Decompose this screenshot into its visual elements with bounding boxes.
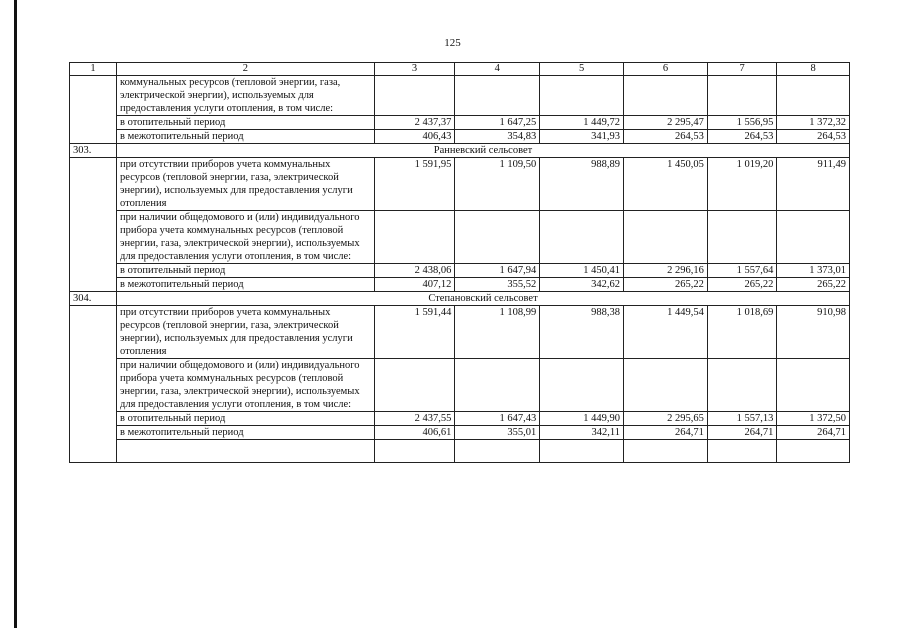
row-description: при наличии общедомового и (или) индивидуального прибора учета коммунальных ресурсов (тепловой энергии, газа, электрической энергии), используемых для предоставления услуги отопления, в том числе: xyxy=(117,211,375,264)
col-header: 6 xyxy=(624,63,708,76)
cell-value: 406,43 xyxy=(374,130,455,144)
cell-value: 354,83 xyxy=(455,130,540,144)
row-description: при наличии общедомового и (или) индивидуального прибора учета коммунальных ресурсов (тепловой энергии, газа, электрической энергии), используемых для предоставления услуги отопления, в том числе: xyxy=(117,359,375,412)
row-label: в межотопительный период xyxy=(117,426,375,440)
col-header: 2 xyxy=(117,63,375,76)
section-number: 303. xyxy=(70,144,117,158)
cell-value: 355,01 xyxy=(455,426,540,440)
cell-value: 406,61 xyxy=(374,426,455,440)
col-header: 7 xyxy=(707,63,777,76)
table-row xyxy=(70,359,850,412)
cell-value: 2 296,16 xyxy=(624,264,708,278)
cell-value: 264,53 xyxy=(707,130,777,144)
cell-value: 2 437,37 xyxy=(374,116,455,130)
section-name: Ранневский сельсовет xyxy=(117,144,850,158)
cell-value: 264,53 xyxy=(777,130,850,144)
row-label: в отопительный период xyxy=(117,412,375,426)
cell-value: 355,52 xyxy=(455,278,540,292)
cell-value: 1 591,95 xyxy=(374,158,455,211)
section-number: 304. xyxy=(70,292,117,306)
table-row xyxy=(70,116,850,130)
col-header: 5 xyxy=(540,63,624,76)
col-header: 3 xyxy=(374,63,455,76)
section-header-row xyxy=(70,292,850,306)
cell-value: 2 437,55 xyxy=(374,412,455,426)
col-header: 8 xyxy=(777,63,850,76)
cell-value: 342,11 xyxy=(540,426,624,440)
cell-value: 264,71 xyxy=(777,426,850,440)
cell-value: 988,38 xyxy=(540,306,624,359)
cell-value: 1 556,95 xyxy=(707,116,777,130)
table-row xyxy=(70,130,850,144)
row-label: в отопительный период xyxy=(117,264,375,278)
table-row xyxy=(70,426,850,440)
cell-value: 1 108,99 xyxy=(455,306,540,359)
row-label: в отопительный период xyxy=(117,116,375,130)
table-row xyxy=(70,76,850,116)
cell-value: 1 449,90 xyxy=(540,412,624,426)
cell-value: 2 295,65 xyxy=(624,412,708,426)
cell-value: 1 449,72 xyxy=(540,116,624,130)
cell-value: 1 019,20 xyxy=(707,158,777,211)
tariff-table xyxy=(69,62,850,463)
cell-value: 1 557,13 xyxy=(707,412,777,426)
blank-row xyxy=(70,440,850,463)
cell-value: 988,89 xyxy=(540,158,624,211)
cell-value: 341,93 xyxy=(540,130,624,144)
cell-value: 264,53 xyxy=(624,130,708,144)
page-number: 125 xyxy=(444,37,461,49)
cell-value: 265,22 xyxy=(624,278,708,292)
section-header-row xyxy=(70,144,850,158)
cell-value: 1 557,64 xyxy=(707,264,777,278)
cell-value: 265,22 xyxy=(707,278,777,292)
table-row xyxy=(70,264,850,278)
table-row xyxy=(70,306,850,359)
section-name: Степановский сельсовет xyxy=(117,292,850,306)
cell-value: 264,71 xyxy=(624,426,708,440)
cell-value: 1 450,05 xyxy=(624,158,708,211)
row-description: при отсутствии приборов учета коммунальных ресурсов (тепловой энергии, газа, электрической энергии), используемых для предоставления услуги отопления xyxy=(117,306,375,359)
cell-value: 2 438,06 xyxy=(374,264,455,278)
col-header: 4 xyxy=(455,63,540,76)
cell-value: 911,49 xyxy=(777,158,850,211)
cell-value: 1 373,01 xyxy=(777,264,850,278)
cell-value: 2 295,47 xyxy=(624,116,708,130)
table-row xyxy=(70,278,850,292)
cell-value: 1 591,44 xyxy=(374,306,455,359)
table-row xyxy=(70,211,850,264)
cell-value: 264,71 xyxy=(707,426,777,440)
row-description: коммунальных ресурсов (тепловой энергии, газа, электрической энергии), используемых для предоставления услуги отопления, в том числе: xyxy=(117,76,375,116)
cell-value: 1 450,41 xyxy=(540,264,624,278)
cell-value: 342,62 xyxy=(540,278,624,292)
col-header: 1 xyxy=(70,63,117,76)
page-edge-bar xyxy=(14,0,17,628)
table-row xyxy=(70,412,850,426)
cell-value: 1 647,25 xyxy=(455,116,540,130)
cell-value: 1 372,50 xyxy=(777,412,850,426)
row-label: в межотопительный период xyxy=(117,130,375,144)
row-label: в межотопительный период xyxy=(117,278,375,292)
cell-value: 1 018,69 xyxy=(707,306,777,359)
cell-value: 407,12 xyxy=(374,278,455,292)
row-description: при отсутствии приборов учета коммунальных ресурсов (тепловой энергии, газа, электрической энергии), используемых для предоставления услуги отопления xyxy=(117,158,375,211)
cell-value: 1 647,94 xyxy=(455,264,540,278)
cell-value: 1 647,43 xyxy=(455,412,540,426)
cell-value: 1 109,50 xyxy=(455,158,540,211)
column-numbers-row xyxy=(70,63,850,76)
table-row xyxy=(70,158,850,211)
cell-value: 910,98 xyxy=(777,306,850,359)
cell-value: 1 449,54 xyxy=(624,306,708,359)
cell-value: 1 372,32 xyxy=(777,116,850,130)
cell-value: 265,22 xyxy=(777,278,850,292)
